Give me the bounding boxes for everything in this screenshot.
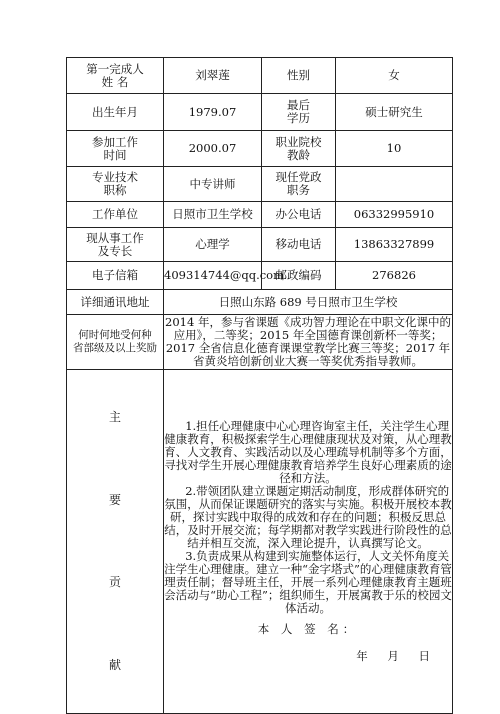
email-label: 电子信箱: [67, 262, 164, 290]
row-title-party: [67, 167, 453, 202]
name-label: 第一完成人 姓 名: [67, 58, 164, 94]
title-value: 中专讲师: [164, 167, 262, 202]
address-value: 日照山东路 689 号日照市卫生学校: [164, 290, 453, 315]
row-awards: [67, 315, 453, 370]
address-label: 详细通讯地址: [67, 290, 164, 315]
education-label: 最后 学历: [262, 94, 336, 131]
work-start-label: 参加工作 时间: [67, 131, 164, 167]
party-label: 现任党政 职务: [262, 167, 336, 202]
contribution-paragraph-2: 2.带领团队建立课题定期活动制度，形成群体研究的氛围，从而保证课题研究的落实与实施。积极开展校本教研，探讨实践中取得的成效和存在的问题；积极反思总结，及时开展交流；每学期都对教学实践进行阶段性的总结并相互交流，深入理论提升，认真撰写论文。: [164, 484, 452, 550]
row-specialty-mobile: [67, 228, 453, 262]
row-employer-phone: [67, 202, 453, 228]
row-contribution: [67, 370, 453, 714]
signature-date: 年 月 日: [356, 649, 430, 663]
party-value: [336, 167, 453, 202]
office-phone-value: 06332995910: [336, 202, 453, 228]
specialty-value: 心理学: [164, 228, 262, 262]
row-name-gender: [67, 58, 453, 94]
row-address: [67, 290, 453, 315]
contribution-content: [164, 370, 453, 714]
work-start-value: 2000.07: [164, 131, 262, 167]
row-birth-education: [67, 94, 453, 131]
contribution-label: [67, 370, 164, 714]
education-value: 硕士研究生: [336, 94, 453, 131]
contribution-paragraph-3: 3.负责成果从构建到实施整体运行，人文关怀角度关注学生心理健康。建立一种“金字塔式”的心理健康教育管理责任制；督导班主任，开展一系列心理健康教育主题班会活动与“助心工程”；组织师生，开展寓教于乐的校园文体活动。: [164, 549, 452, 615]
mobile-label: 移动电话: [262, 228, 336, 262]
specialty-label: 现从事工作 及专长: [67, 228, 164, 262]
mobile-value: 13863327899: [336, 228, 453, 262]
row-work-tenure: [67, 131, 453, 167]
gender-value: 女: [336, 58, 453, 94]
contribution-label-vertical: 主 要 贡 献: [108, 410, 121, 672]
tenure-label: 职业院校 教龄: [262, 131, 336, 167]
contribution-paragraph-1: 1.担任心理健康中心心理咨询室主任，关注学生心理健康教育，积极探索学生心理健康现状及对策，从心理教育、人文教育、实践活动以及心理疏导机制等多个方面，寻找对学生开展心理健康教育培养学生良好心理素质的途径和方法。: [164, 419, 452, 485]
tenure-value: 10: [336, 131, 453, 167]
postcode-label: 邮政编码: [262, 262, 336, 290]
employer-value: 日照市卫生学校: [164, 202, 262, 228]
awards-value: 2014 年，参与省课题《成功智力理论在中职文化课中的应用》，二等奖；2015 年全国德育课创新杯一等奖；2017 全省信息化德育课课堂教学比赛三等奖；2017 年省黄炎培创新创业大赛一等奖优秀指导教师。: [165, 315, 451, 368]
row-email-postcode: [67, 262, 453, 290]
birth-value: 1979.07: [164, 94, 262, 131]
birth-label: 出生年月: [67, 94, 164, 131]
postcode-value: 276826: [336, 262, 453, 290]
gender-label: 性别: [262, 58, 336, 94]
awards-label: 何时何地受何种 省部级及以上奖励: [67, 315, 164, 370]
name-value: 刘翠莲: [164, 58, 262, 94]
office-phone-label: 办公电话: [262, 202, 336, 228]
signature-label: 本 人 签 名：: [257, 622, 359, 636]
employer-label: 工作单位: [67, 202, 164, 228]
email-value: 409314744@qq.com: [164, 262, 262, 290]
application-form: [66, 57, 453, 714]
title-label: 专业技术 职称: [67, 167, 164, 202]
